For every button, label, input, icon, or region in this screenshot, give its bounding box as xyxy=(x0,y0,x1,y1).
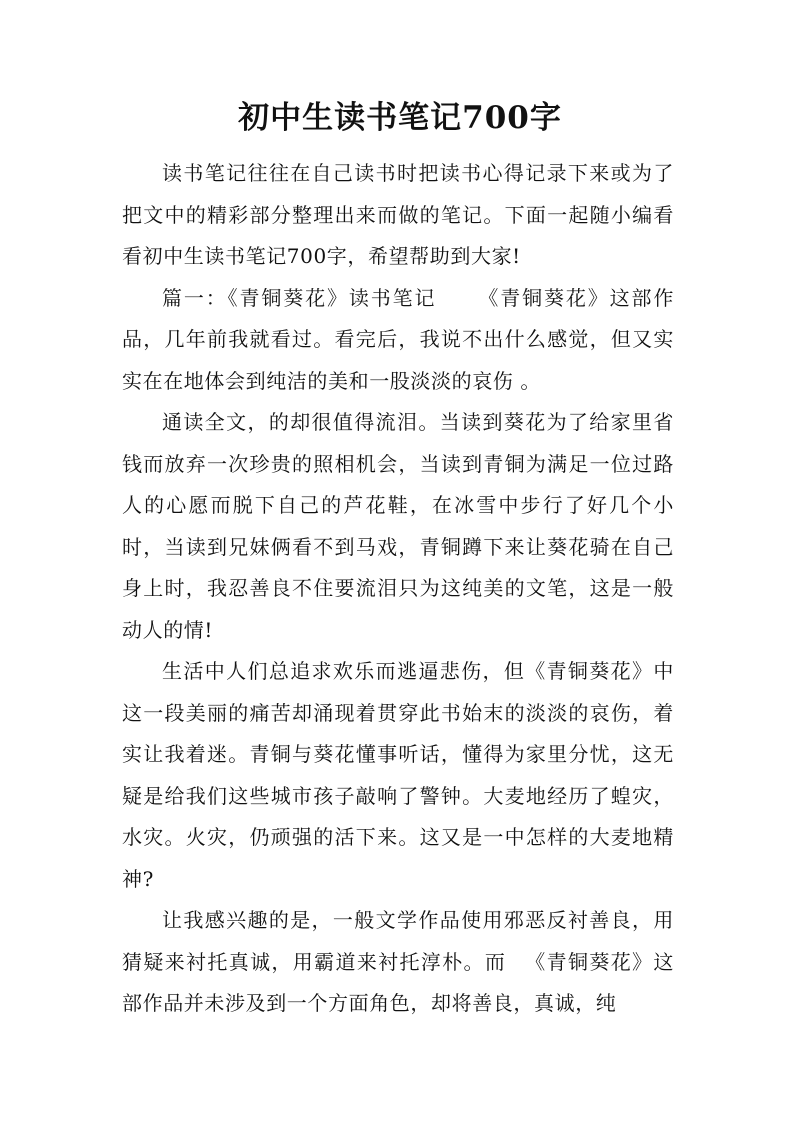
paragraph-intro: 读书笔记往往在自己读书时把读书心得记录下来或为了把文中的精彩部分整理出来而做的笔记。下面一起随小编看看初中生读书笔记700字，希望帮助到大家! xyxy=(122,161,674,268)
document-body xyxy=(122,153,674,1025)
paragraph-part-one: 篇一：《青铜葵花》读书笔记 《青铜葵花》这部作品，几年前我就看过。看完后，我说不出什么感觉，但又实实在在地体会到纯洁的美和一股淡淡的哀伤 。 xyxy=(122,285,674,393)
document-title: 初中生读书笔记700字 xyxy=(238,100,562,136)
paragraph-life: 生活中人们总追求欢乐而逃逼悲伤，但《青铜葵花》中这一段美丽的痛苦却涌现着贯穿此书始末的淡淡的哀伤，着实让我着迷。青铜与葵花懂事听话，懂得为家里分忧，这无疑是给我们这些城市孩子敲响了警钟。大麦地经历了蝗灾，水灾。火灾，仍顽强的活下来。这又是一中怎样的大麦地精神? xyxy=(122,659,674,891)
paragraph-read-through: 通读全文，的却很值得流泪。当读到葵花为了给家里省钱而放弃一次珍贵的照相机会，当读到青铜为满足一位过路人的心愿而脱下自己的芦花鞋，在冰雪中步行了好几个小时，当读到兄妹俩看不到马戏，青铜蹲下来让葵花骑在自己身上时，我忍善良不住要流泪只为这纯美的文笔，这是一般动人的情! xyxy=(122,410,674,642)
paragraph-interest: 让我感兴趣的是，一般文学作品使用邪恶反衬善良，用猜疑来衬托真诚，用霸道来衬托淳朴。而 《青铜葵花》这部作品并未涉及到一个方面角色，却将善良，真诚，纯 xyxy=(122,908,674,1015)
